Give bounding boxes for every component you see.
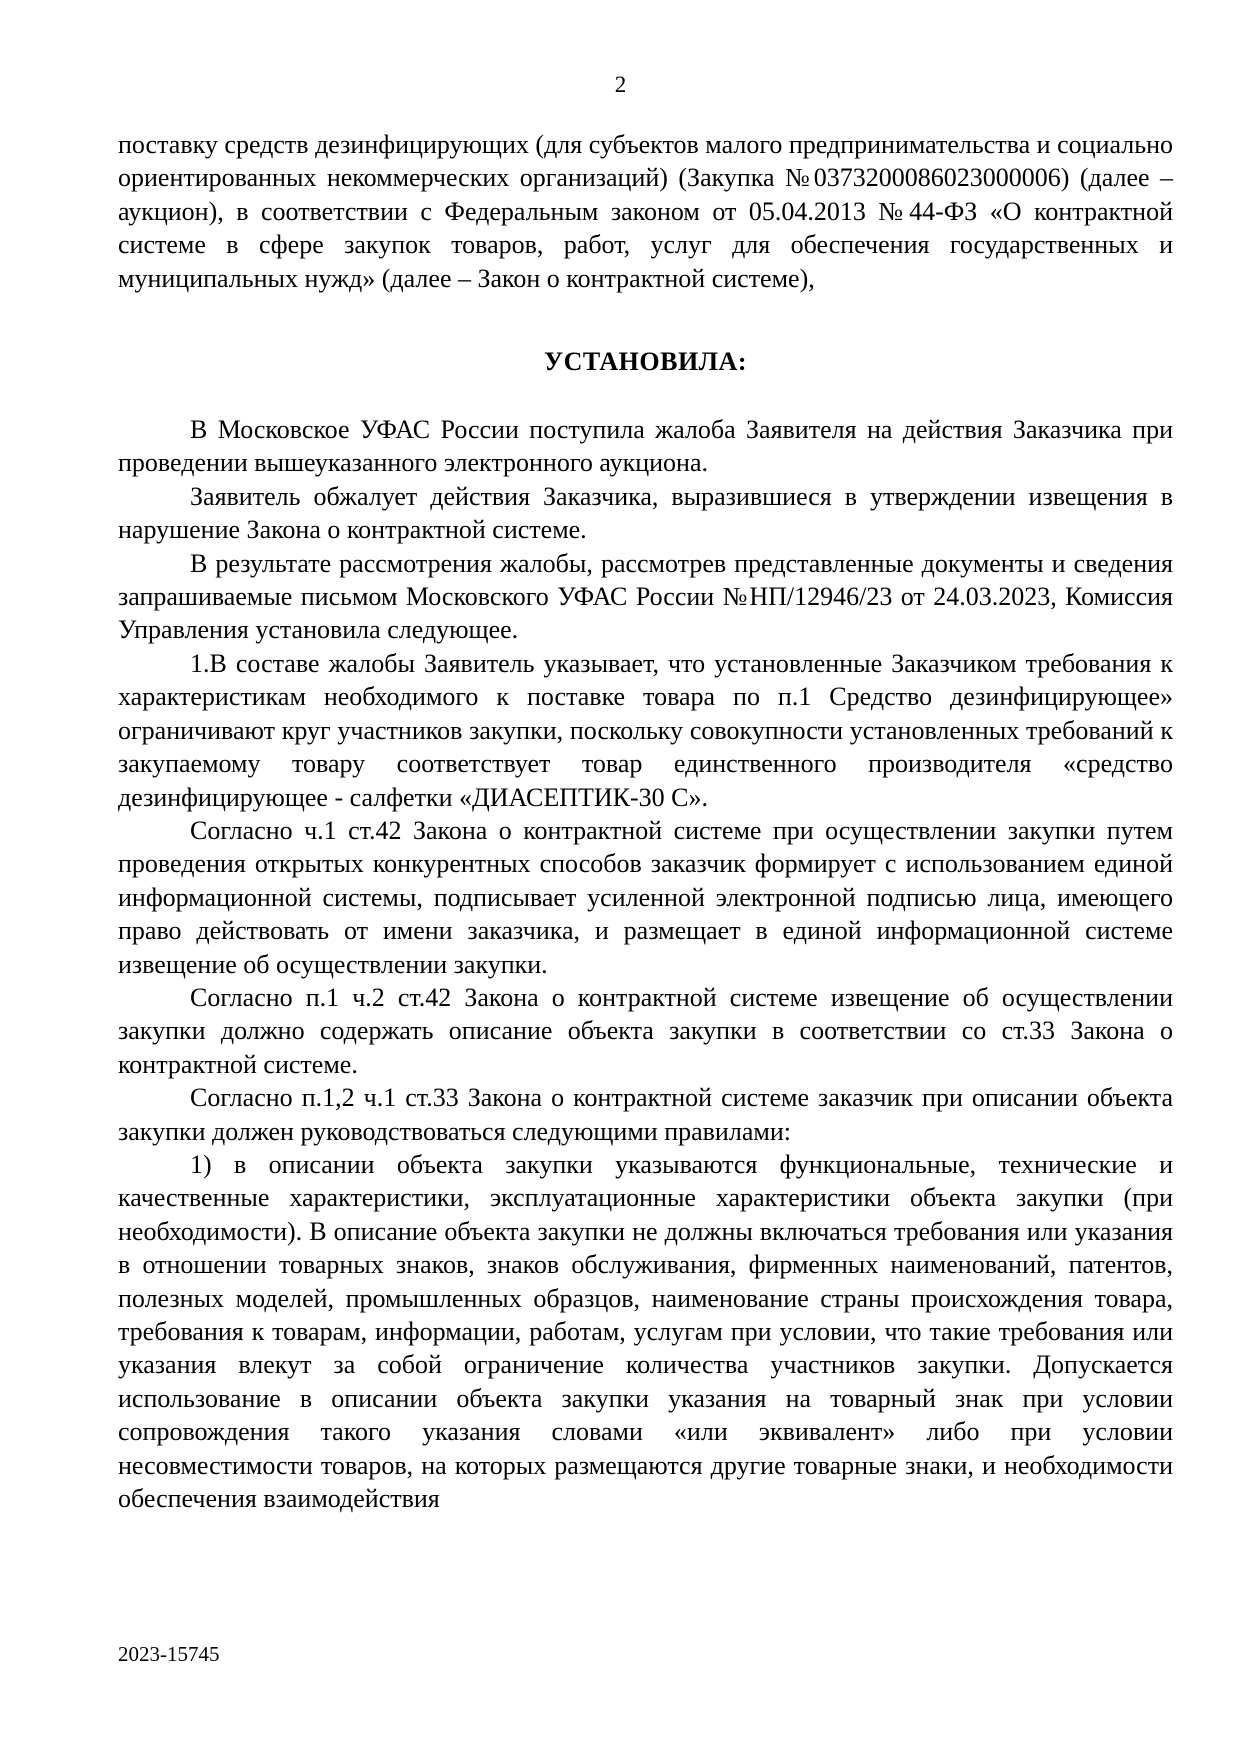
paragraph-complaint-subject: Заявитель обжалует действия Заказчика, выразившиеся в утверждении извещения в нарушение Закона о контрактной системе.	[118, 481, 1173, 545]
paragraph-article-42-part-1: Согласно ч.1 ст.42 Закона о контрактной системе при осуществлении закупки путем проведения открытых конкурентных способов заказчик формирует с использованием единой информационной системы, подписывает усиленной электронной подписью лица, имеющего право действовать от имени заказчика, и размещает в единой информационной системе извещение об осуществлении закупки.	[118, 815, 1173, 979]
section-heading: УСТАНОВИЛА:	[543, 347, 747, 377]
paragraph-article-42-part-2: Согласно п.1 ч.2 ст.42 Закона о контрактной системе извещение об осуществлении закупки должно содержать описание объекта закупки в соответствии со ст.33 Закона о контрактной системе.	[118, 982, 1173, 1079]
paragraph-rule-1: 1) в описании объекта закупки указываются функциональные, технические и качественные характеристики, эксплуатационные характеристики объекта закупки (при необходимости). В описание объекта закупки не должны включаться требования или указания в отношении товарных знаков, знаков обслуживания, фирменных наименований, патентов, полезных моделей, промышленных образцов, наименование страны происхождения товара, требования к товарам, информации, работам, услугам при условии, что такие требования или указания влекут за собой ограничение количества участников закупки. Допускается использование в описании объекта закупки указания на товарный знак при условии сопровождения такого указания словами «или эквивалент» либо при условии несовместимости товаров, на которых размещаются другие товарные знаки, и необходимости обеспечения взаимодействия	[118, 1149, 1173, 1514]
document-id: 2023-15745	[118, 1642, 220, 1666]
paragraph-review-result: В результате рассмотрения жалобы, рассмотрев представленные документы и сведения запрашиваемые письмом Московского УФАС России №НП/12946/23 от 24.03.2023, Комиссия Управления установила следующее.	[118, 548, 1173, 645]
opening-paragraph: поставку средств дезинфицирующих (для субъектов малого предпринимательства и социально ориентированных некоммерческих организаций) (Закупка №0373200086023000006) (далее – аукцион), в соответствии с Федеральным законом от 05.04.2013 №44-ФЗ «О контрактной системе в сфере закупок товаров, работ, услуг для обеспечения государственных и муниципальных нужд» (далее – Закон о контрактной системе),	[118, 130, 1173, 293]
paragraph-complaint-point-1: 1.В составе жалобы Заявитель указывает, что установленные Заказчиком требования к характеристикам необходимого к поставке товара по п.1 Средство дезинфицирующее» ограничивают круг участников закупки, поскольку совокупности установленных требований к закупаемому товару соответствует товар единственного производителя «средство дезинфицирующее - салфетки «ДИАСЕПТИК-30 С».	[118, 648, 1173, 812]
paragraph-article-33-rules: Согласно п.1,2 ч.1 ст.33 Закона о контрактной системе заказчик при описании объекта закупки должен руководствоваться следующими правилами:	[118, 1083, 1173, 1146]
paragraph-complaint-received: В Московское УФАС России поступила жалоба Заявителя на действия Заказчика при проведении вышеуказанного электронного аукциона.	[118, 415, 1173, 478]
page-number: 2	[614, 72, 627, 97]
document-body	[118, 128, 1173, 1515]
